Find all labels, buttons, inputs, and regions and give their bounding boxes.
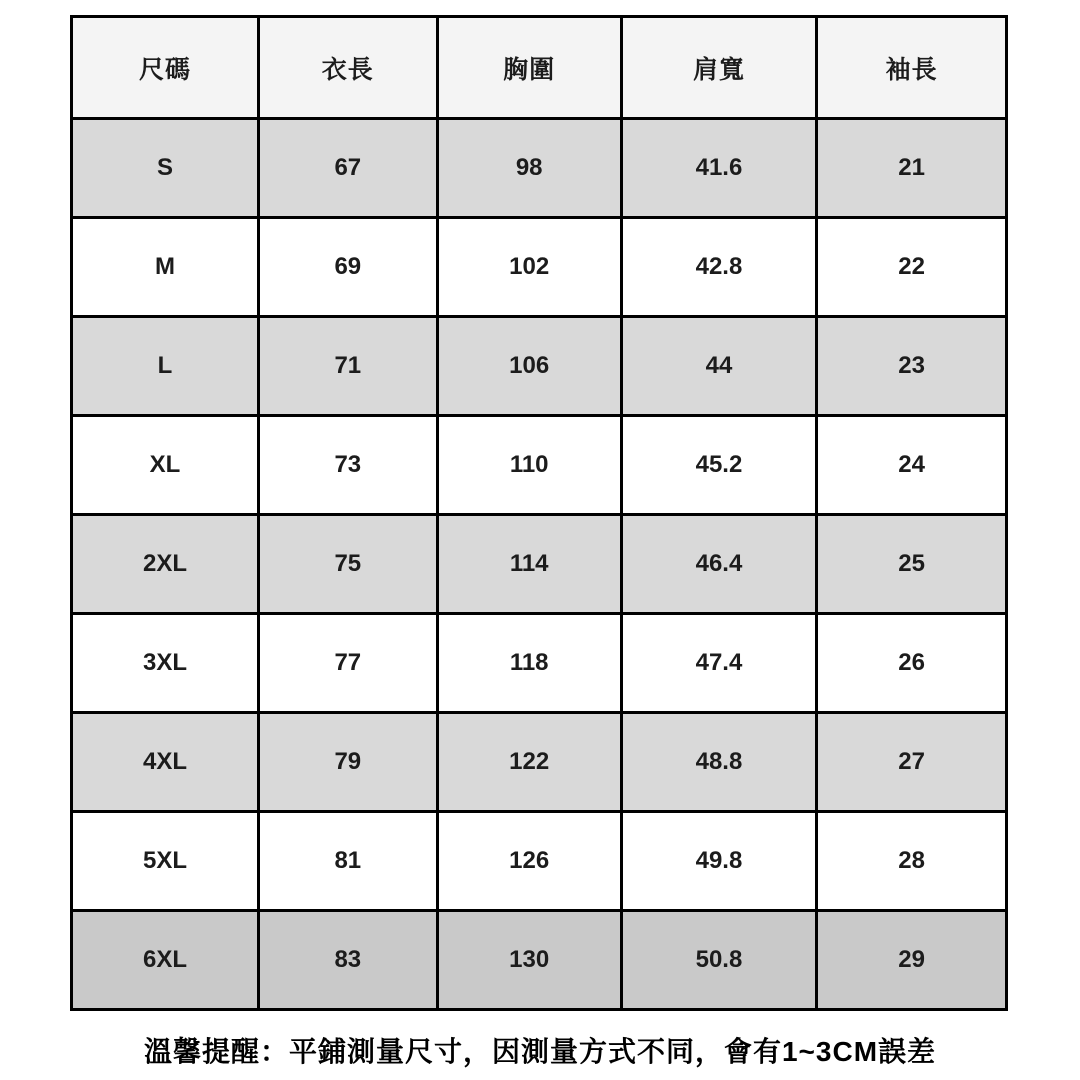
value-cell: 79 — [259, 713, 438, 812]
value-cell: 67 — [259, 119, 438, 218]
size-cell: XL — [72, 416, 259, 515]
value-cell: 114 — [437, 515, 621, 614]
size-chart-table — [70, 15, 1008, 1011]
value-cell: 110 — [437, 416, 621, 515]
table-row — [72, 812, 1007, 911]
value-cell: 42.8 — [621, 218, 816, 317]
table-row — [72, 713, 1007, 812]
value-cell: 26 — [817, 614, 1007, 713]
table-row — [72, 119, 1007, 218]
table-row — [72, 416, 1007, 515]
value-cell: 23 — [817, 317, 1007, 416]
size-cell: 5XL — [72, 812, 259, 911]
size-chart-header — [72, 17, 1007, 119]
value-cell: 81 — [259, 812, 438, 911]
value-cell: 29 — [817, 911, 1007, 1010]
value-cell: 45.2 — [621, 416, 816, 515]
value-cell: 50.8 — [621, 911, 816, 1010]
table-row — [72, 911, 1007, 1010]
measurement-disclaimer-note: 溫馨提醒：平鋪測量尺寸，因測量方式不同，會有1~3CM誤差 — [143, 1036, 937, 1067]
size-cell: 2XL — [72, 515, 259, 614]
value-cell: 48.8 — [621, 713, 816, 812]
value-cell: 71 — [259, 317, 438, 416]
value-cell: 118 — [437, 614, 621, 713]
value-cell: 73 — [259, 416, 438, 515]
header-cell: 衣長 — [259, 17, 438, 119]
value-cell: 106 — [437, 317, 621, 416]
value-cell: 126 — [437, 812, 621, 911]
value-cell: 47.4 — [621, 614, 816, 713]
table-row — [72, 218, 1007, 317]
value-cell: 27 — [817, 713, 1007, 812]
table-row — [72, 317, 1007, 416]
value-cell: 69 — [259, 218, 438, 317]
value-cell: 122 — [437, 713, 621, 812]
value-cell: 102 — [437, 218, 621, 317]
size-cell: 3XL — [72, 614, 259, 713]
value-cell: 24 — [817, 416, 1007, 515]
value-cell: 98 — [437, 119, 621, 218]
value-cell: 44 — [621, 317, 816, 416]
value-cell: 46.4 — [621, 515, 816, 614]
header-cell: 尺碼 — [72, 17, 259, 119]
value-cell: 130 — [437, 911, 621, 1010]
value-cell: 41.6 — [621, 119, 816, 218]
value-cell: 49.8 — [621, 812, 816, 911]
size-cell: S — [72, 119, 259, 218]
size-cell: 4XL — [72, 713, 259, 812]
header-cell: 袖長 — [817, 17, 1007, 119]
size-cell: 6XL — [72, 911, 259, 1010]
size-cell: L — [72, 317, 259, 416]
value-cell: 21 — [817, 119, 1007, 218]
table-row — [72, 515, 1007, 614]
header-cell: 胸圍 — [437, 17, 621, 119]
value-cell: 83 — [259, 911, 438, 1010]
value-cell: 75 — [259, 515, 438, 614]
table-row — [72, 614, 1007, 713]
value-cell: 22 — [817, 218, 1007, 317]
size-chart-body — [72, 119, 1007, 1010]
header-row — [72, 17, 1007, 119]
value-cell: 25 — [817, 515, 1007, 614]
size-cell: M — [72, 218, 259, 317]
header-cell: 肩寬 — [621, 17, 816, 119]
value-cell: 77 — [259, 614, 438, 713]
value-cell: 28 — [817, 812, 1007, 911]
